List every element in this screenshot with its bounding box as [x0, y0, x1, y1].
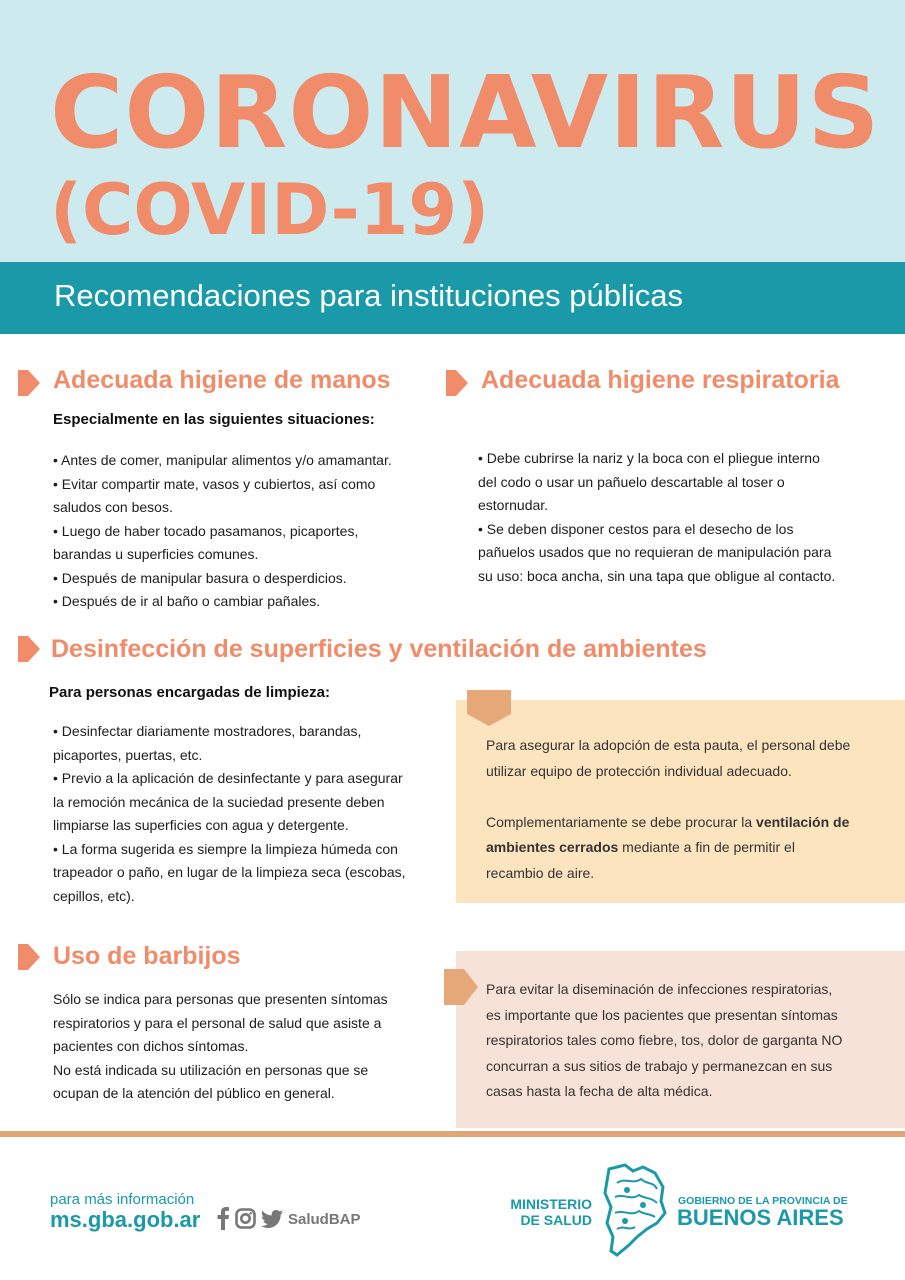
list-item: • Previo a la aplicación de desinfectante y para asegurar: [53, 770, 403, 786]
buenos-aires-label: BUENOS AIRES: [677, 1205, 844, 1230]
list-item: • La forma sugerida es siempre la limpieza húmeda con: [53, 840, 398, 857]
list-item: barandas u superficies comunes.: [53, 546, 259, 562]
page-title: CORONAVIRUS: [50, 54, 881, 171]
band-title: Recomendaciones para instituciones públicas: [54, 278, 683, 313]
list-item: pañuelos usados que no requieran de manipulación para: [478, 544, 832, 560]
list-item: • Luego de haber tocado pasamanos, picaportes,: [53, 522, 359, 539]
info-box-barbijos-text: [486, 977, 891, 1105]
section-marker-icon: [18, 370, 40, 396]
instagram-icon[interactable]: [235, 1208, 256, 1234]
box-line: es importante que los pacientes que presentan síntomas: [486, 1006, 838, 1023]
section-subheading-manos: Especialmente en las siguientes situaciones:: [53, 411, 375, 428]
box-spacer: [486, 784, 886, 810]
page-subtitle: (COVID-19): [50, 169, 490, 251]
list-item: • Antes de comer, manipular alimentos y/o amamantar.: [53, 452, 392, 468]
box-line: concurran a sus sitios de trabajo y permanezcan en sus: [486, 1057, 833, 1074]
section-heading-barbijos: Uso de barbijos: [53, 942, 241, 970]
facebook-icon[interactable]: [216, 1206, 230, 1235]
list-item: estornudar.: [478, 497, 549, 513]
list-item: del codo o usar un pañuelo descartable al toser o: [478, 473, 785, 490]
list-item: la remoción mecánica de la suciedad presente deben: [53, 793, 385, 810]
info-box-ventilacion-text: [486, 733, 886, 886]
footer-divider: [0, 1131, 905, 1137]
section-marker-icon: [18, 944, 40, 970]
manos-list: [53, 449, 433, 614]
list-item: limpiarse las superficies con agua y detergente.: [53, 817, 349, 833]
box-line: recambio de aire.: [486, 864, 595, 881]
section-marker-icon: [18, 636, 40, 662]
box-tab-icon: [444, 969, 478, 1010]
box-text-bold: ventilación de: [756, 813, 850, 830]
list-item: • Debe cubrirse la nariz y la boca con el pliegue interno: [478, 450, 820, 466]
list-item: saludos con besos.: [53, 499, 173, 515]
box-text-regular: Complementariamente se debe procurar la: [486, 813, 757, 830]
section-subheading-desinfeccion: Para personas encargadas de limpieza:: [49, 684, 330, 701]
ministerio-line: MINISTERIO: [510, 1196, 592, 1212]
box-line: casas hasta la fecha de alta médica.: [486, 1083, 713, 1099]
para-line: pacientes con dichos síntomas.: [53, 1038, 249, 1054]
ministerio-logo-text: [500, 1196, 592, 1228]
box-line: Para evitar la diseminación de infecciones respiratorias,: [486, 981, 833, 997]
box-line: [486, 835, 886, 861]
twitter-icon[interactable]: [261, 1210, 283, 1233]
footer-url-link[interactable]: ms.gba.gob.ar: [50, 1207, 201, 1232]
box-tab-icon: [467, 690, 511, 731]
ministerio-line: DE SALUD: [520, 1212, 592, 1228]
section-heading-respiratoria: Adecuada higiene respiratoria: [481, 366, 840, 394]
list-item: • Después de manipular basura o desperdicios.: [53, 569, 347, 586]
box-line: Para asegurar la adopción de esta pauta, el personal debe: [486, 737, 851, 753]
box-line: respiratorios tales como fiebre, tos, dolor de garganta NO: [486, 1032, 843, 1048]
list-item: • Después de ir al baño o cambiar pañales.: [53, 593, 321, 609]
desinfeccion-list: [53, 720, 443, 908]
social-handle[interactable]: SaludBAP: [288, 1211, 361, 1228]
list-item: • Desinfectar diariamente mostradores, barandas,: [53, 723, 362, 739]
section-marker-icon: [446, 370, 468, 396]
para-line: respiratorios y para el personal de salud que asiste a: [53, 1014, 382, 1031]
gobierno-label: GOBIERNO DE LA PROVINCIA DE: [678, 1195, 848, 1207]
respiratoria-list: [478, 447, 878, 588]
para-line: ocupan de la atención del público en general.: [53, 1085, 335, 1101]
box-line: [486, 810, 886, 836]
list-item: • Se deben disponer cestos para el desecho de los: [478, 520, 794, 537]
box-text-regular: mediante a fin de permitir el: [618, 839, 795, 855]
list-item: • Evitar compartir mate, vasos y cubiertos, así como: [53, 475, 376, 492]
footer-info-label: para más información: [50, 1191, 195, 1208]
list-item: picaportes, puertas, etc.: [53, 746, 203, 763]
para-line: No está indicada su utilización en personas que se: [53, 1061, 369, 1078]
box-line: utilizar equipo de protección individual adecuado.: [486, 762, 792, 779]
province-map-icon: [603, 1163, 667, 1262]
barbijos-text: [53, 988, 433, 1106]
list-item: su uso: boca ancha, sin una tapa que obligue al contacto.: [478, 567, 836, 584]
list-item: cepillos, etc).: [53, 887, 135, 904]
list-item: trapeador o paño, en lugar de la limpieza seca (escobas,: [53, 864, 406, 880]
section-heading-manos: Adecuada higiene de manos: [53, 366, 391, 394]
para-line: Sólo se indica para personas que presenten síntomas: [53, 991, 388, 1007]
section-heading-desinfeccion: Desinfección de superficies y ventilación de ambientes: [51, 635, 707, 663]
box-text-bold: ambientes cerrados: [486, 839, 619, 855]
